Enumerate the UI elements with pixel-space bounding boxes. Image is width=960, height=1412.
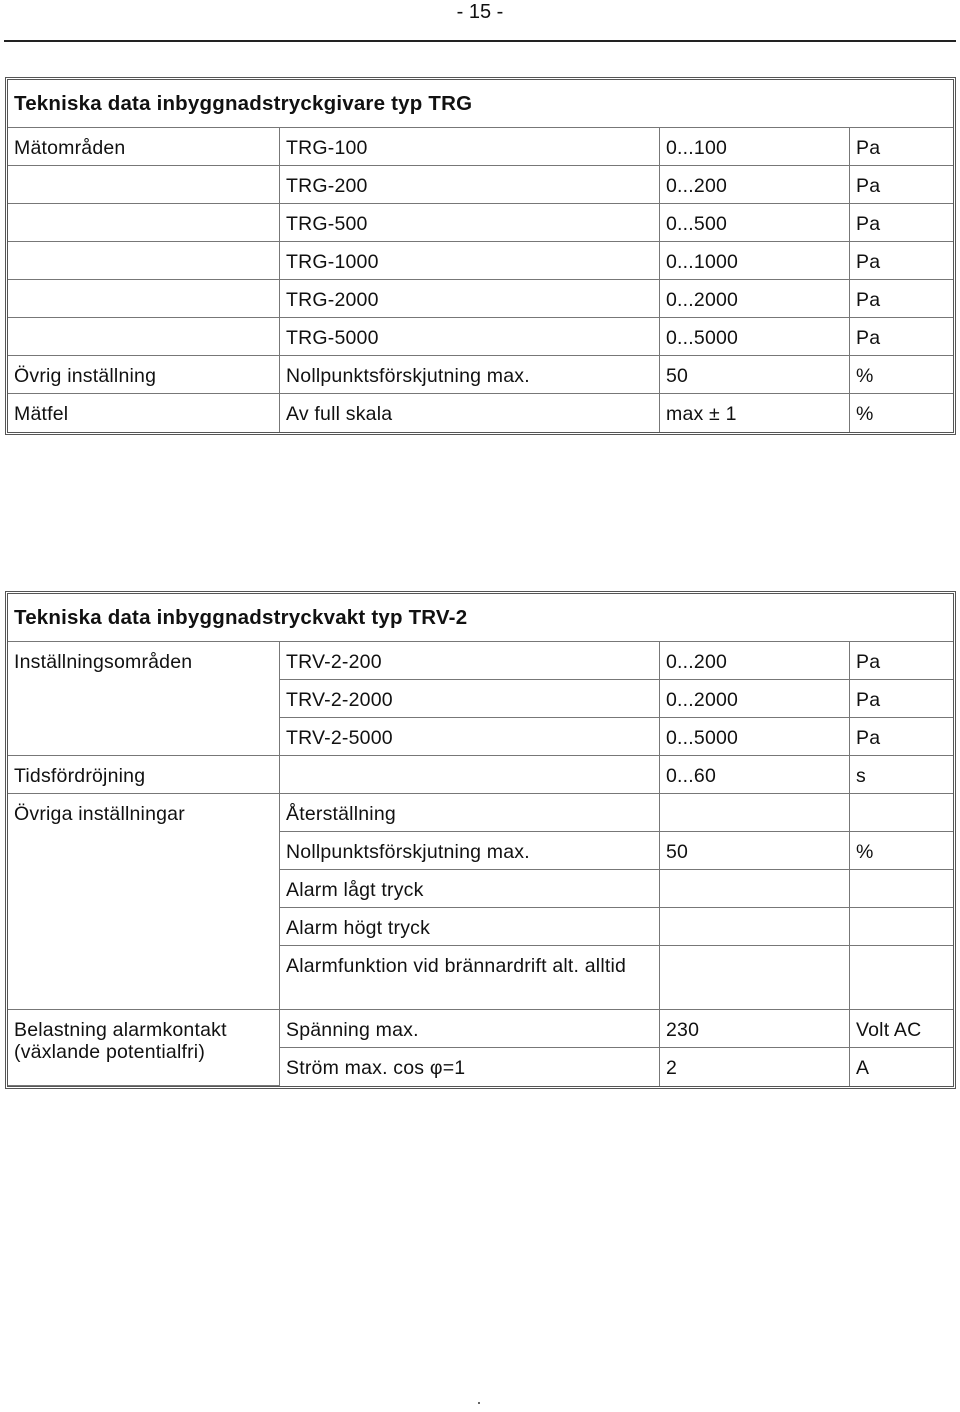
table-cell: A [856,1057,870,1079]
table-cell: 0...100 [660,128,850,166]
table-cell: Spänning max. [280,1010,660,1048]
table-row [8,128,953,166]
row-label: Övriga inställningar [8,794,280,1010]
table-cell [8,204,280,242]
table-row [8,204,953,242]
header-rule [4,40,956,42]
table-row [8,356,953,394]
table-cell: 0...200 [660,642,850,680]
table-cell: Mätområden [8,128,280,166]
page-speck [478,1402,480,1404]
table-cell: 0...2000 [660,280,850,318]
table-cell: Alarm högt tryck [280,908,660,946]
table-cell: 0...500 [660,204,850,242]
table-cell [660,794,850,832]
table-cell: TRG-100 [280,128,660,166]
table-cell: TRG-500 [280,204,660,242]
table-cell [660,870,850,908]
table-cell: 50 [660,356,850,394]
table-cell [8,318,280,356]
table-row [8,280,953,318]
table-row [8,318,953,356]
table-cell: Pa [850,166,953,204]
table-cell: Mätfel [8,394,280,432]
trv-spec-table [5,591,956,1089]
table-row [8,1010,953,1048]
table-cell: Pa [850,128,953,166]
table-row [8,756,953,794]
table-cell: TRV-2-2000 [280,680,660,718]
table-cell: % [856,403,874,425]
table-cell: TRV-2-200 [280,642,660,680]
table-cell: TRV-2-5000 [280,718,660,756]
row-label: Tidsfördröjning [8,756,280,794]
table-cell: TRG-1000 [280,242,660,280]
table-cell [850,870,953,908]
table-row [8,794,953,832]
table-cell: % [850,832,953,870]
table-cell: Nollpunktsförskjutning max. [280,832,660,870]
table-cell: Pa [850,318,953,356]
page-number: - 15 - [456,1,504,23]
table-row [8,642,953,680]
table-cell: TRG-200 [280,166,660,204]
table-cell: Pa [850,242,953,280]
table-cell [8,166,280,204]
table-cell: TRG-5000 [280,318,660,356]
table-cell: Pa [850,204,953,242]
table-cell: Pa [850,280,953,318]
trg-spec-table [5,77,956,435]
table-cell [660,946,850,1010]
table-cell: Pa [850,718,953,756]
table-row [8,394,953,432]
table-cell: Pa [850,680,953,718]
table-cell: 230 [660,1010,850,1048]
table-row [8,166,953,204]
table-cell: Nollpunktsförskjutning max. [280,356,660,394]
table-cell [850,908,953,946]
table-cell [280,756,660,794]
table-cell: 0...5000 [660,718,850,756]
table-cell: Alarmfunktion vid brännardrift alt. alltid [280,946,660,1010]
table-cell: Ström max. cos φ=1 [280,1048,660,1086]
table-cell: Volt AC [850,1010,953,1048]
table-row [8,242,953,280]
table-cell: 0...60 [660,756,850,794]
table-cell: 50 [660,832,850,870]
table-cell: s [850,756,953,794]
table-cell: max ± 1 [660,394,850,432]
table-cell: Av full skala [280,394,660,432]
table-cell: Övrig inställning [8,356,280,394]
table-cell [850,794,953,832]
table-cell: 2 [660,1048,850,1086]
table-cell: 0...5000 [660,318,850,356]
table-cell: 0...2000 [660,680,850,718]
table-cell [660,908,850,946]
table-cell: 0...200 [660,166,850,204]
table-cell: Återställning [280,794,660,832]
table-cell: TRG-2000 [280,280,660,318]
table-cell: Pa [850,642,953,680]
table-cell [8,280,280,318]
table-cell: Alarm lågt tryck [280,870,660,908]
table-cell: % [850,356,953,394]
table-cell: 0...1000 [660,242,850,280]
table-cell [850,946,953,1010]
table-title: Tekniska data inbyggnadstryckvakt typ TRV-2 [8,594,953,642]
table-title: Tekniska data inbyggnadstryckgivare typ TRG [8,80,953,128]
row-label: Inställningsområden [8,642,280,756]
row-label: Belastning alarmkontakt (växlande potentialfri) [8,1010,280,1086]
table-cell [8,242,280,280]
